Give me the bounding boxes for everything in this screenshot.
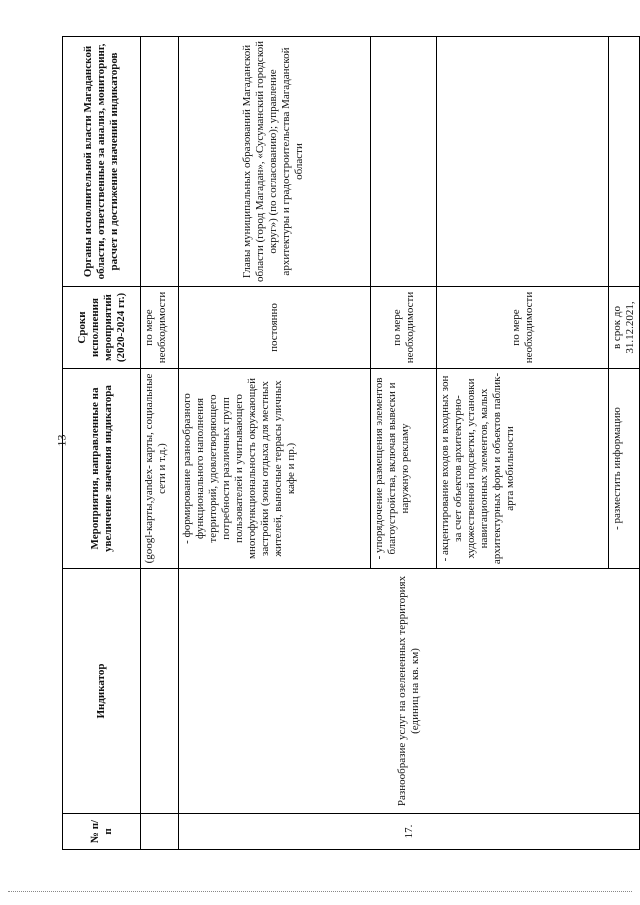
- organs-cell: [371, 37, 437, 287]
- term-cell: в срок до 31.12.2021,: [609, 287, 640, 369]
- row-num-cell: 17.: [179, 814, 640, 850]
- activity-cell: - формирование разнообразного функционального наполнения территорий, удовлетворяющего потребности различных групп пользователей и учитывающего многофункциональность окружающей застройки (зоны отдыха для местных жителей, выносные террасы уличных кафе и пр.): [179, 369, 371, 569]
- rotated-table-wrapper: [62, 37, 636, 850]
- organs-cell: Главы муниципальных образований Магаданской области (город Магадан», «Сусуманский городской округ») (по согласованию); управление архитектуры и градостроительства Магаданской области: [179, 37, 371, 287]
- table-row: [141, 37, 179, 850]
- organs-cell: [141, 37, 179, 287]
- header-num: № п/п: [63, 814, 141, 850]
- term-cell: постоянно: [179, 287, 371, 369]
- activity-cell: - акцентирование входов и входных зон за счет объектов архитектурно-художественной подсветки, установки навигационных элементов, малых архитектурных форм и объектов паблик-арта мобильности: [437, 369, 609, 569]
- activity-cell: - разместить информацию: [609, 369, 640, 569]
- organs-cell: [609, 37, 640, 287]
- page-number: 13: [54, 434, 69, 447]
- term-cell: по мере необходимости: [141, 287, 179, 369]
- table-header-row: [63, 37, 141, 850]
- header-terms: Сроки исполнения мероприятий (2020-2024 гг.): [63, 287, 141, 369]
- row-indicator-cell: [141, 569, 179, 814]
- term-cell: по мере необходимости: [437, 287, 609, 369]
- page-bottom-edge: [8, 891, 632, 892]
- organs-cell: [437, 37, 609, 287]
- activity-cell: (googl-карты,yandex- карты, социальные сети и т.д.): [141, 369, 179, 569]
- term-cell: по мере необходимости: [371, 287, 437, 369]
- header-activities: Мероприятия, направленные на увеличение значения индикатора: [63, 369, 141, 569]
- table-row: [179, 37, 371, 850]
- row-num-cell: [141, 814, 179, 850]
- header-indicator: Индикатор: [63, 569, 141, 814]
- activity-cell: - упорядочение размещения элементов благоустройства, включая вывески и наружную рекламу: [371, 369, 437, 569]
- header-organs: Органы исполнительной власти Магаданской области, ответственные за анализ, мониторинг, расчет и достижение значений индикаторов: [63, 37, 141, 287]
- row-indicator-cell: Разнообразие услуг на озелененных территориях (единиц на кв. км): [179, 569, 640, 814]
- indicator-table: [62, 36, 640, 850]
